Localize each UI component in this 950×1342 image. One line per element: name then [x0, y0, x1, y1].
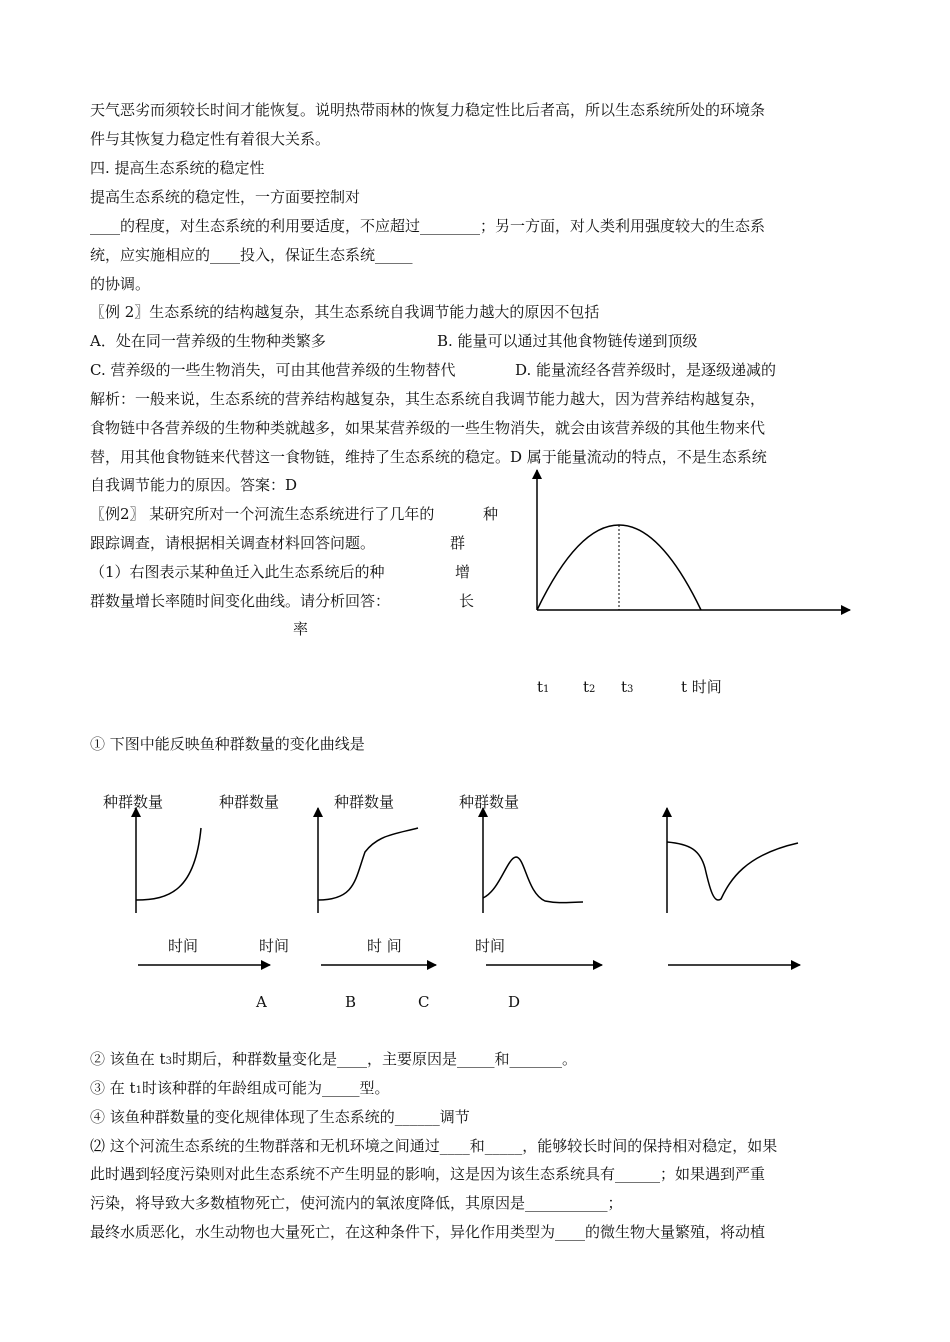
example2-line: 跟踪调查，请根据相关调查材料回答问题。 — [90, 534, 376, 552]
t2-label: t2 — [583, 678, 596, 696]
paragraph-line: 的协调。 — [90, 275, 151, 293]
analysis-line: 替，用其他食物链来代替这一食物链，维持了生态系统的稳定。D 属于能量流动的特点，不是生态系统 — [90, 448, 767, 466]
graph-ylabel-char: 长 — [459, 592, 475, 610]
panel-a-curve — [136, 828, 201, 900]
analysis-line: 自我调节能力的原因。答案：D — [90, 476, 298, 494]
panel-xlabel: 时间 — [475, 937, 506, 955]
paragraph-line: 统，应实施相应的____投入，保证生态系统_____ — [90, 246, 413, 264]
example2-line: （1）右图表示某种鱼迁入此生态系统后的种 — [90, 563, 385, 581]
panel-d-curve — [667, 842, 798, 900]
panel-a-ylabel: 种群数量 — [103, 793, 164, 811]
option-d: D. 能量流经各营养级时，是逐级递减的 — [515, 361, 777, 379]
question-4: ④ 该鱼种群数量的变化规律体现了生态系统的______调节 — [90, 1108, 470, 1126]
option-b: B. 能量可以通过其他食物链传递到顶级 — [437, 332, 698, 350]
option-a: A．处在同一营养级的生物种类繁多 — [90, 332, 326, 350]
panel-c-ylabel: 种群数量 — [334, 793, 395, 811]
question-5: 此时遇到轻度污染则对此生态系统不产生明显的影响，这是因为该生态系统具有______；如果遇到严重 — [90, 1165, 766, 1183]
question-5: ⑵ 这个河流生态系统的生物群落和无机环境之间通过____和_____，能够较长时间的保持相对稳定，如果 — [90, 1137, 778, 1155]
example2-line: 〖例2〗 某研究所对一个河流生态系统进行了几年的 — [90, 505, 435, 523]
analysis-line: 解析：一般来说，生态系统的营养结构越复杂，其生态系统自我调节能力越大，因为营养结构越复杂， — [90, 390, 766, 408]
example-heading: 〖例 2〗生态系统的结构越复杂，其生态系统自我调节能力越大的原因不包括 — [90, 303, 600, 321]
panel-letter-b: B — [345, 993, 357, 1011]
option-c: C. 营养级的一些生物消失，可由其他营养级的生物替代 — [90, 361, 456, 379]
panel-letter-c: C — [418, 993, 430, 1011]
panel-c-curve — [483, 857, 583, 903]
analysis-line: 食物链中各营养级的生物种类就越多，如果某营养级的一些生物消失，就会由该营养级的其他生物来代 — [90, 419, 766, 437]
graph-ylabel-char: 增 — [455, 563, 471, 581]
paragraph-line: ____的程度，对生态系统的利用要适度，不应超过________；另一方面，对人类利用强度较大的生态系 — [90, 217, 766, 235]
graph-ylabel-char: 群 — [450, 534, 466, 552]
panel-xlabel: 时 间 — [367, 937, 402, 955]
panel-b-ylabel: 种群数量 — [219, 793, 280, 811]
example2-line: 群数量增长率随时间变化曲线。请分析回答： — [90, 592, 391, 610]
panel-letter-d: D — [508, 993, 521, 1011]
paragraph-line: 提高生态系统的稳定性，一方面要控制对 — [90, 188, 361, 206]
t3-label: t3 — [621, 678, 634, 696]
panel-d-ylabel: 种群数量 — [459, 793, 520, 811]
question-2: ② 该鱼在 t3时期后，种群数量变化是____，主要原因是_____和_______。 — [90, 1050, 577, 1068]
question-3: ③ 在 t1时该种群的年龄组成可能为_____型。 — [90, 1079, 390, 1097]
paragraph-line: 天气恶劣而须较长时间才能恢复。说明热带雨林的恢复力稳定性比后者高，所以生态系统所处的环境条 — [90, 101, 766, 119]
t1-label: t1 — [537, 678, 550, 696]
question-5: 污染，将导致大多数植物死亡，使河流内的氧浓度降低，其原因是___________； — [90, 1194, 623, 1212]
panel-letter-a: A — [256, 993, 267, 1011]
graph-ylabel-char: 率 — [293, 620, 309, 638]
question-5: 最终水质恶化，水生动物也大量死亡，在这种条件下，异化作用类型为____的微生物大量繁殖，将动植 — [90, 1223, 766, 1241]
panel-xlabel: 时间 — [168, 937, 199, 955]
time-axis-label: t 时间 — [681, 678, 722, 696]
graph-ylabel-char: 种 — [483, 505, 499, 523]
panel-b-curve — [318, 828, 418, 900]
panel-xlabel: 时间 — [259, 937, 290, 955]
paragraph-line: 件与其恢复力稳定性有着很大关系。 — [90, 130, 331, 148]
section-heading: 四. 提高生态系统的稳定性 — [90, 159, 265, 177]
question-1: ① 下图中能反映鱼种群数量的变化曲线是 — [90, 735, 365, 753]
